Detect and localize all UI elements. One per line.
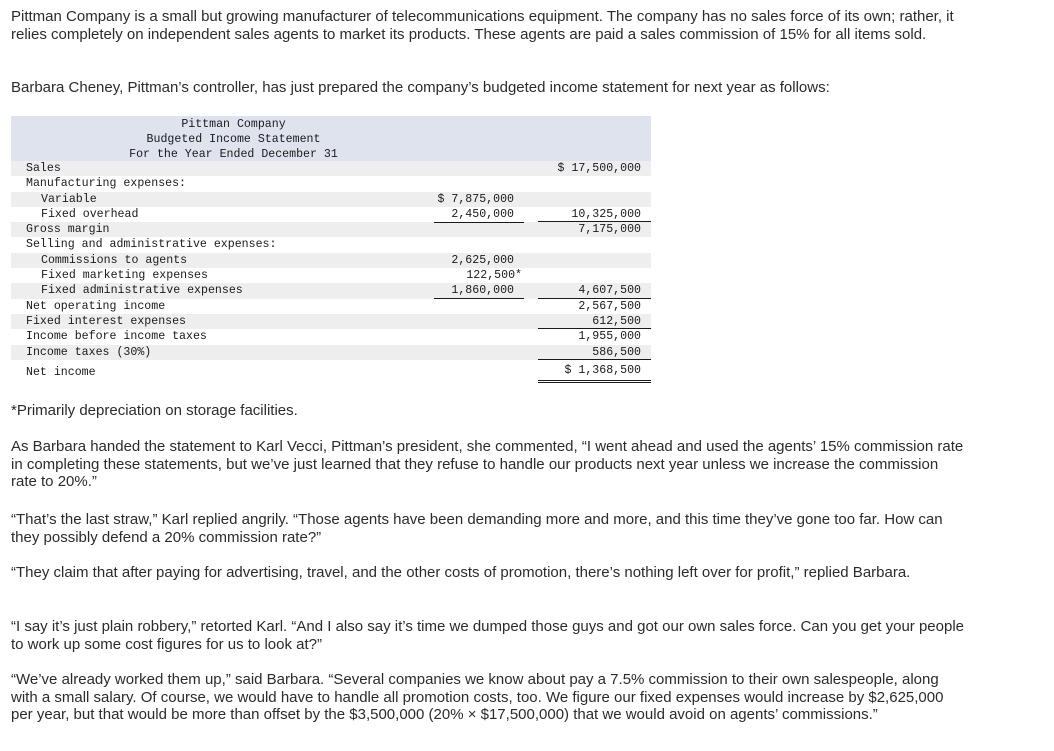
row-label: Fixed overhead <box>41 207 139 221</box>
dialogue-paragraph-5: “We’ve already worked them up,” said Barbara. “Several companies we know about pay a 7.5% commission to their own salespeople, along with a small salary. Of course, we would have to handle all promotion costs, too. We figure our fixed expenses would increase by $2,625,000 per year, but that would be more than offset by the $3,500,000 (20% × $17,500,000) that we would avoid on agents’ commissions.” <box>11 671 944 723</box>
row-label: Gross margin <box>26 223 110 237</box>
row-amount: 2,450,000 <box>451 207 514 221</box>
row-label: Variable <box>41 192 97 206</box>
table-row <box>11 345 651 360</box>
table-row <box>11 314 651 329</box>
row-total: 586,500 <box>592 345 641 359</box>
row-label: Selling and administrative expenses: <box>26 238 277 252</box>
table-row <box>11 268 651 283</box>
dialogue-paragraph-4: “I say it’s just plain robbery,” retorted Karl. “And I also say it’s time we dumped those guys and got our own sales force. Can you get your people to work up some cost figures for us to look at?” <box>11 618 964 653</box>
row-amount: 1,860,000 <box>451 284 514 298</box>
intro-paragraph-1: Pittman Company is a small but growing manufacturer of telecommunications equipment. The company has no sales force of its own; rather, it relies completely on independent sales agents to market its products. These agents are paid a sales commission of 15% for all items sold. <box>11 8 954 43</box>
statement-company: Pittman Company <box>181 118 286 131</box>
row-total: $ 17,500,000 <box>557 162 641 175</box>
row-total: 612,500 <box>592 314 641 328</box>
row-label: Fixed administrative expenses <box>41 284 243 298</box>
table-row <box>11 329 651 344</box>
total-double-underline-top <box>538 380 651 381</box>
intro-paragraph-2: Barbara Cheney, Pittman’s controller, has just prepared the company’s budgeted income statement for next year as follows: <box>11 79 830 96</box>
income-statement-table <box>11 116 651 380</box>
table-row <box>11 161 651 176</box>
statement-title: Budgeted Income Statement <box>146 133 321 146</box>
table-row <box>11 253 651 268</box>
table-row <box>11 176 651 191</box>
row-label: Sales <box>26 162 61 175</box>
row-label: Fixed interest expenses <box>26 314 187 328</box>
row-total: 4,607,500 <box>578 284 641 298</box>
row-total: 2,567,500 <box>578 299 641 313</box>
table-row <box>11 222 651 237</box>
table-row <box>11 299 651 314</box>
row-label: Income taxes (30%) <box>26 345 152 359</box>
row-label: Net income <box>26 365 96 379</box>
table-row <box>11 207 651 222</box>
dialogue-paragraph-2: “That’s the last straw,” Karl replied angrily. “Those agents have been demanding more and more, and this time they’ve gone too far. How can they possibly defend a 20% commission rate?” <box>11 511 943 546</box>
row-label: Commissions to agents <box>41 253 188 267</box>
subtotal-underline <box>434 222 524 223</box>
row-label: Fixed marketing expenses <box>41 269 208 283</box>
total-double-underline-bottom <box>538 382 651 383</box>
row-total: 1,955,000 <box>578 330 641 344</box>
table-row <box>11 237 651 252</box>
row-amount: $ 7,875,000 <box>437 192 514 206</box>
statement-body <box>11 161 651 380</box>
row-label: Income before income taxes <box>26 330 207 344</box>
row-amount: 122,500* <box>466 269 522 283</box>
statement-period: For the Year Ended December 31 <box>129 148 338 161</box>
row-label: Net operating income <box>26 299 166 313</box>
statement-header <box>11 116 651 161</box>
footnote: *Primarily depreciation on storage facilities. <box>11 402 298 419</box>
subtotal-underline <box>434 298 524 299</box>
row-total: 10,325,000 <box>571 207 641 221</box>
dialogue-paragraph-1: As Barbara handed the statement to Karl Vecci, Pittman’s president, she commented, “I went ahead and used the agents’ 15% commission rate in completing these statements, but we’ve just learned that they refuse to handle our products next year unless we increase the commission rate to 20%.” <box>11 438 964 490</box>
row-total: $ 1,368,500 <box>564 363 641 377</box>
table-row <box>11 192 651 207</box>
table-row <box>11 283 651 298</box>
row-amount: 2,625,000 <box>451 253 514 267</box>
row-total: 7,175,000 <box>578 223 641 237</box>
row-label: Manufacturing expenses: <box>26 177 187 191</box>
dialogue-paragraph-3: “They claim that after paying for advertising, travel, and the other costs of promotion, there’s nothing left over for profit,” replied Barbara. <box>11 564 911 581</box>
table-row <box>11 360 651 380</box>
